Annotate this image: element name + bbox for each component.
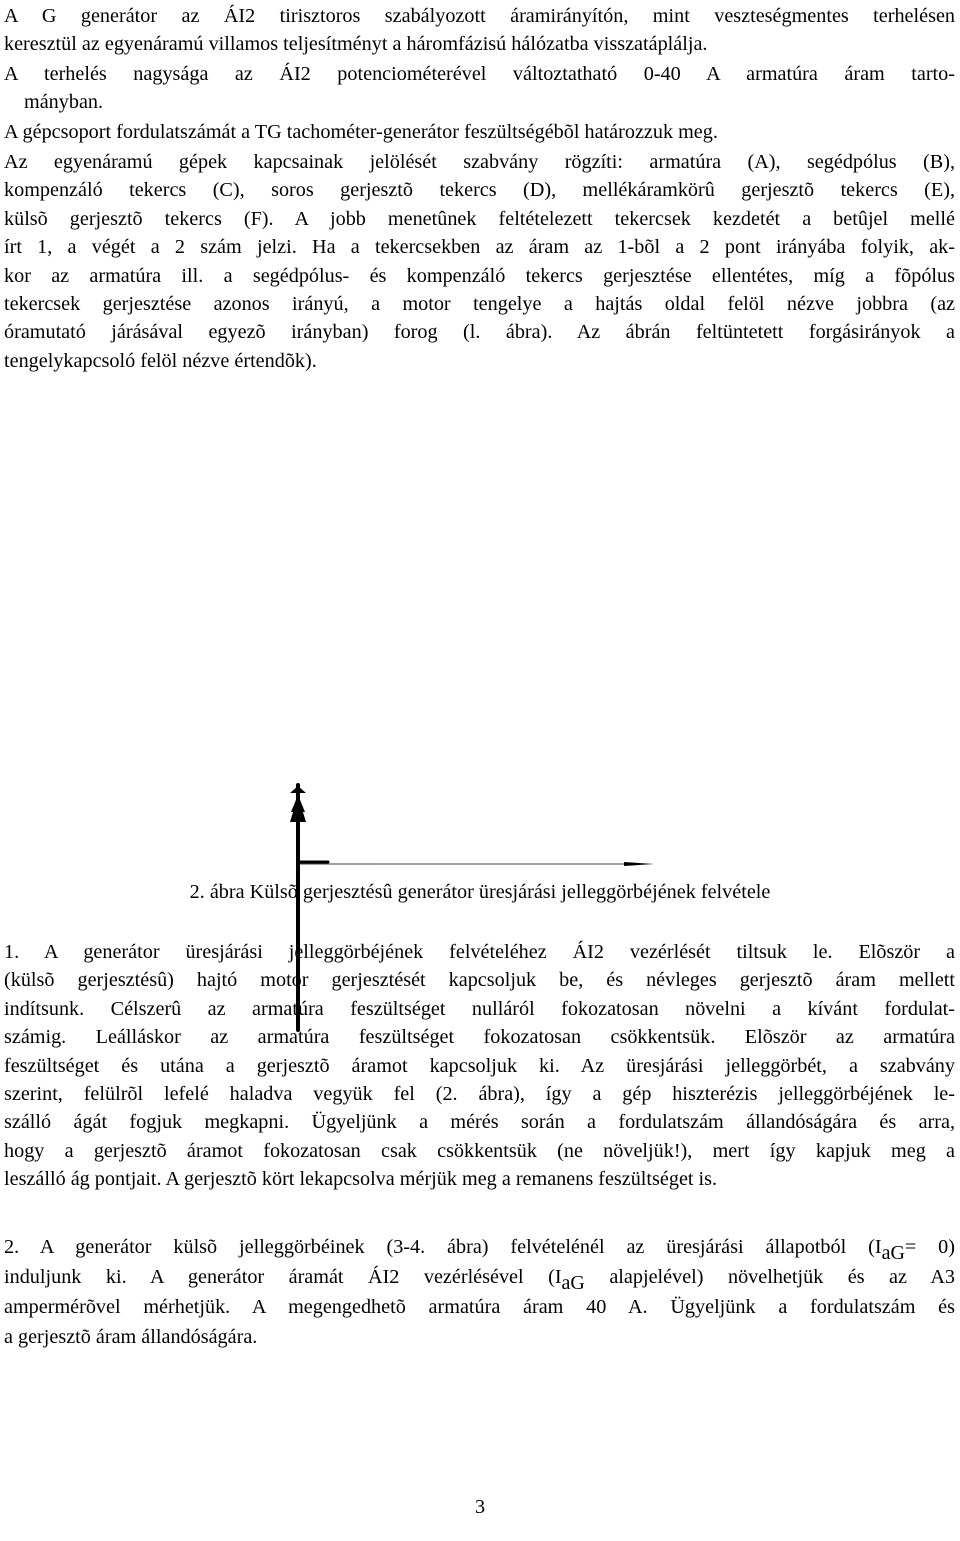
- graphic-x-arrow-icon: [624, 862, 654, 866]
- section-2-line1-a: 2. A generátor külsõ jelleggörbéinek (3-4. ábra) felvételénél az üresjárási állapotból (I: [4, 1236, 882, 1258]
- text-line: A gépcsoport fordulatszámát a TG tachométer-generátor feszültségébõl határozzuk meg.: [4, 121, 718, 143]
- section-2-line2-a: induljunk ki. A generátor áramát ÁI2 vezérlésével (I: [4, 1266, 562, 1288]
- text-line: tekercsek gerjesztése azonos irányú, a motor tengelye a hajtás oldal felöl nézve jobbra (az: [4, 293, 955, 316]
- text-line: szerint, felülrõl lefelé haladva vegyük fel (2. ábra), így a gép hiszterézis jelleggörbéjének le-: [4, 1083, 955, 1106]
- section-2-line1-sub: aG: [881, 1242, 905, 1264]
- text-line: feszültséget és utána a gerjesztõ áramot kapcsoljuk ki. Az üresjárási jelleggörbét, a szabvány: [4, 1054, 955, 1077]
- text-line: Az egyenáramú gépek kapcsainak jelölését szabvány rögzíti: armatúra (A), segédpólus (B),: [4, 151, 955, 173]
- text-line: számig. Leálláskor az armatúra feszültséget fokozatosan csökkentsük. Elõször az armatúra: [4, 1026, 955, 1049]
- text-line: a gerjesztõ áram állandóságára.: [4, 1326, 258, 1348]
- text-line: kompenzáló tekercs (C), soros gerjesztõ tekercs (D), mellékáramkörû gerjesztõ tekercs (E),: [4, 179, 955, 202]
- text-line: A G generátor az ÁI2 tirisztoros szabályozott áramirányítón, mint veszteségmentes terhelésen: [4, 5, 955, 27]
- text-line: A terhelés nagysága az ÁI2 potenciométerével változtatható 0-40 A armatúra áram tarto-: [4, 63, 955, 85]
- section-2-line2-b: alapjelével) növelhetjük és az A3: [584, 1266, 956, 1288]
- text-line: írt 1, a végét a 2 szám jelzi. Ha a tekercsekben az áram az 1-bõl a 2 pont irányába folyik, ak-: [4, 236, 955, 259]
- figure-caption: 2. ábra Külsõ gerjesztésû generátor üresjárási jelleggörbéjének felvétele: [189, 881, 771, 903]
- no-load-curve-graphic: [220, 784, 680, 869]
- text-line: szálló ágát fogjuk megkapni. Ügyeljünk a mérés során a fordulatszám állandóságára és arra,: [4, 1111, 955, 1134]
- text-line: keresztül az egyenáramú villamos teljesítményt a háromfázisú hálózatba visszatáplálja.: [4, 33, 708, 56]
- section-2-line1-b: = 0): [904, 1236, 956, 1258]
- text-line: óramutató járásával egyezõ irányban) forog (l. ábra). Az ábrán feltüntetett forgásirányok a: [4, 321, 955, 344]
- text-line: kor az armatúra ill. a segédpólus- és kompenzáló tekercs gerjesztése ellentétes, míg a fõpólus: [4, 264, 955, 287]
- text-line: leszálló ág pontjait. A gerjesztõ kört lekapcsolva mérjük meg a remanens feszültséget is.: [4, 1168, 718, 1191]
- page-number: 3: [474, 1496, 486, 1518]
- text-line: külsõ gerjesztõ tekercs (F). A jobb menetûnek feltételezett tekercsek kezdetét a betûjel mellé: [4, 207, 955, 230]
- text-line: hogy a gerjesztõ áramot fokozatosan csak csökkentsük (ne növeljük!), mert így kapjuk meg a: [4, 1139, 955, 1162]
- text-line: ampermérõvel mérhetjük. A megengedhetõ armatúra áram 40 A. Ügyeljünk a fordulatszám és: [4, 1296, 955, 1318]
- text-line: indítsunk. Célszerû az armatúra feszültséget nulláról fokozatosan növelni a kívánt fordulat-: [4, 997, 955, 1020]
- text-line: 1. A generátor üresjárási jelleggörbéjének felvételéhez ÁI2 vezérlését tiltsuk le. Elõször a: [4, 941, 955, 963]
- text-line: mányban.: [24, 91, 104, 114]
- graphic-y-arrow-icon: [290, 786, 306, 793]
- text-line: tengelykapcsoló felöl nézve értendõk).: [4, 349, 317, 372]
- section-2-line2-sub: aG: [561, 1272, 585, 1294]
- text-line: (külsõ gerjesztésû) hajtó motor gerjesztését kapcsoljuk be, és névleges gerjesztõ áram mellett: [4, 969, 955, 992]
